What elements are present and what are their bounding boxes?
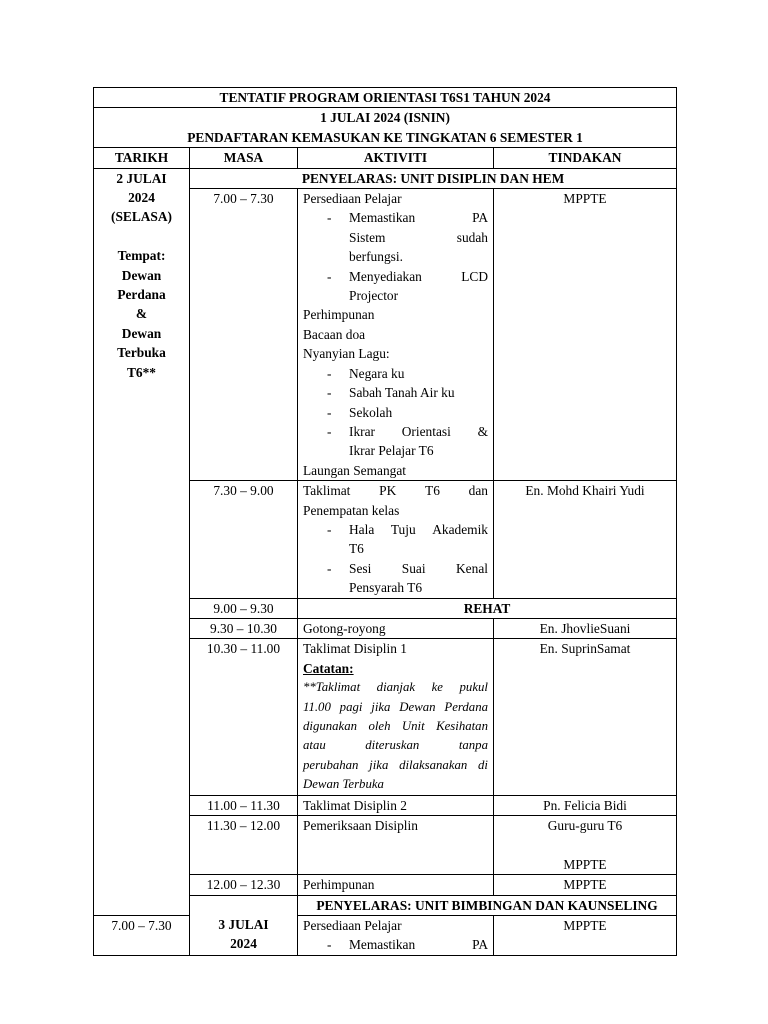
action-cell: MPPTE (494, 875, 677, 895)
word: Sistem (349, 229, 386, 245)
activity-cell: Perhimpunan (298, 875, 494, 895)
word: pukul (459, 680, 488, 695)
word: Tuju (390, 521, 416, 537)
word: PK (379, 483, 397, 499)
word: digunakan (303, 719, 358, 733)
action-cell: En. SuprinSamat (494, 639, 677, 795)
word: **Taklimat (303, 680, 361, 695)
activity-line: Nyanyian Lagu: (303, 346, 390, 362)
action-line: Guru-guru T6 (547, 818, 623, 834)
word: Orientasi (401, 423, 451, 439)
activity-cell (298, 639, 494, 795)
list-item (303, 208, 488, 266)
activity-line: Bacaan doa (303, 326, 366, 342)
action-cell: MPPTE (494, 189, 677, 481)
list-item (303, 383, 488, 402)
list-item (303, 364, 488, 383)
action-cell: En. Mohd Khairi Yudi (494, 481, 677, 598)
activity-line: Penempatan kelas (303, 502, 400, 518)
list-item (303, 267, 488, 306)
date-cell-day3 (190, 895, 298, 955)
date3-line1: 3 JULAI (218, 916, 269, 932)
word: perubahan (303, 757, 359, 772)
activity-cell: Taklimat Disiplin 2 (298, 795, 494, 815)
table-row (94, 916, 677, 956)
activity-cell (298, 481, 494, 598)
word: Perdana (444, 699, 488, 714)
song: - Sekolah (349, 404, 393, 420)
date2-line3: (SELASA) (110, 209, 173, 225)
word: T6 (425, 483, 440, 499)
word: Akademik (432, 521, 488, 537)
place-line: Perdana (117, 287, 166, 303)
header-masa: MASA (190, 148, 298, 168)
word: tanpa (458, 738, 488, 753)
word: - Hala (349, 521, 375, 537)
activity-line: Taklimat Disiplin 1 (303, 641, 407, 657)
date2-line2: 2024 (128, 190, 155, 206)
word: Pensyarah T6 (349, 580, 423, 596)
time-cell: 7.30 – 9.00 (190, 481, 298, 598)
word: - Memastikan (349, 937, 416, 953)
time-cell: 9.00 – 9.30 (190, 598, 298, 618)
word: - Menyediakan (349, 268, 422, 284)
date2-line1: 2 JULAI (116, 170, 167, 186)
word: Kenal (456, 560, 488, 576)
place-line: Terbuka (117, 345, 166, 361)
word: dan (468, 483, 488, 499)
action-line: MPPTE (563, 856, 607, 872)
title-row (94, 88, 677, 108)
activity-cell: Gotong-royong (298, 618, 494, 638)
word: PA (472, 210, 488, 226)
list-item (303, 422, 488, 461)
note-text (303, 678, 488, 794)
note-label: Catatan: (303, 660, 354, 676)
schedule-table (93, 87, 677, 956)
word: oleh (368, 719, 391, 733)
action-cell: MPPTE (494, 916, 677, 956)
time-cell: 7.00 – 7.30 (94, 916, 190, 956)
song: - Negara ku (349, 365, 405, 381)
word: - Sesi (349, 560, 372, 576)
activity-title: Persediaan Pelajar (303, 918, 402, 934)
list-item (303, 559, 488, 598)
place-line: Dewan (121, 267, 162, 283)
activity-cell (298, 916, 494, 956)
word: atau (303, 738, 326, 753)
word: Kesihatan (436, 719, 488, 733)
header-aktiviti: AKTIVITI (298, 148, 494, 168)
word: sudah (456, 229, 488, 245)
word: PA (472, 937, 488, 953)
coordinator-1: PENYELARAS: UNIT DISIPLIN DAN HEM (190, 168, 677, 188)
date3-line2: 2024 (230, 936, 257, 952)
place-line: T6** (126, 364, 157, 380)
word: T6 (349, 541, 364, 557)
word: Unit (401, 719, 425, 733)
word: Ikrar Pelajar T6 (349, 443, 434, 459)
list-item (303, 403, 488, 422)
word: Dewan (399, 699, 436, 714)
break-cell: REHAT (298, 598, 677, 618)
word: jika (371, 699, 391, 714)
word: - Memastikan (349, 210, 416, 226)
coordinator-row-1 (94, 168, 677, 188)
header-tindakan: TINDAKAN (494, 148, 677, 168)
word: jika (369, 757, 389, 772)
header-tarikh: TARIKH (94, 148, 190, 168)
list-item (303, 520, 488, 559)
time-cell: 9.30 – 10.30 (190, 618, 298, 638)
header-row (94, 148, 677, 168)
word: berfungsi. (349, 249, 403, 265)
day1-date: 1 JULAI 2024 (ISNIN) (320, 110, 450, 126)
activity-cell: Pemeriksaan Disiplin (298, 816, 494, 875)
word: 11.00 (303, 699, 331, 714)
word: pagi (339, 699, 363, 714)
word: Taklimat (303, 483, 351, 499)
word: - Ikrar (349, 423, 376, 439)
activity-line: Perhimpunan (303, 307, 375, 323)
activity-cell (298, 189, 494, 481)
time-cell: 10.30 – 11.00 (190, 639, 298, 795)
activity-title: Persediaan Pelajar (303, 191, 402, 207)
date-cell-day2 (94, 168, 190, 915)
time-cell: 11.30 – 12.00 (190, 816, 298, 875)
word: ke (431, 680, 443, 695)
word: dilaksanakan (399, 757, 468, 772)
word: di (478, 757, 488, 772)
action-cell: En. JhovlieSuani (494, 618, 677, 638)
day1-activity: PENDAFTARAN KEMASUKAN KE TINGKATAN 6 SEMESTER 1 (187, 129, 583, 145)
word: Dewan Terbuka (303, 777, 384, 792)
time-cell: 11.00 – 11.30 (190, 795, 298, 815)
activity-line: Laungan Semangat (303, 462, 406, 478)
time-cell: 7.00 – 7.30 (190, 189, 298, 481)
word: dianjak (376, 680, 416, 695)
document-title: TENTATIF PROGRAM ORIENTASI T6S1 TAHUN 2024 (94, 88, 677, 108)
action-cell (494, 816, 677, 875)
place-line: & (135, 306, 148, 322)
time-cell: 12.00 – 12.30 (190, 875, 298, 895)
song: - Sabah Tanah Air ku (349, 385, 455, 401)
place-line: Dewan (121, 325, 162, 341)
word: LCD (461, 268, 488, 284)
action-cell: Pn. Felicia Bidi (494, 795, 677, 815)
word: & (477, 423, 488, 439)
word: diteruskan (365, 738, 420, 753)
place-line: Tempat: (117, 248, 166, 264)
list-item (303, 935, 488, 954)
word: Projector (349, 288, 399, 304)
coordinator-2: PENYELARAS: UNIT BIMBINGAN DAN KAUNSELING (298, 895, 677, 915)
day1-row (94, 108, 677, 148)
word: Suai (401, 560, 426, 576)
